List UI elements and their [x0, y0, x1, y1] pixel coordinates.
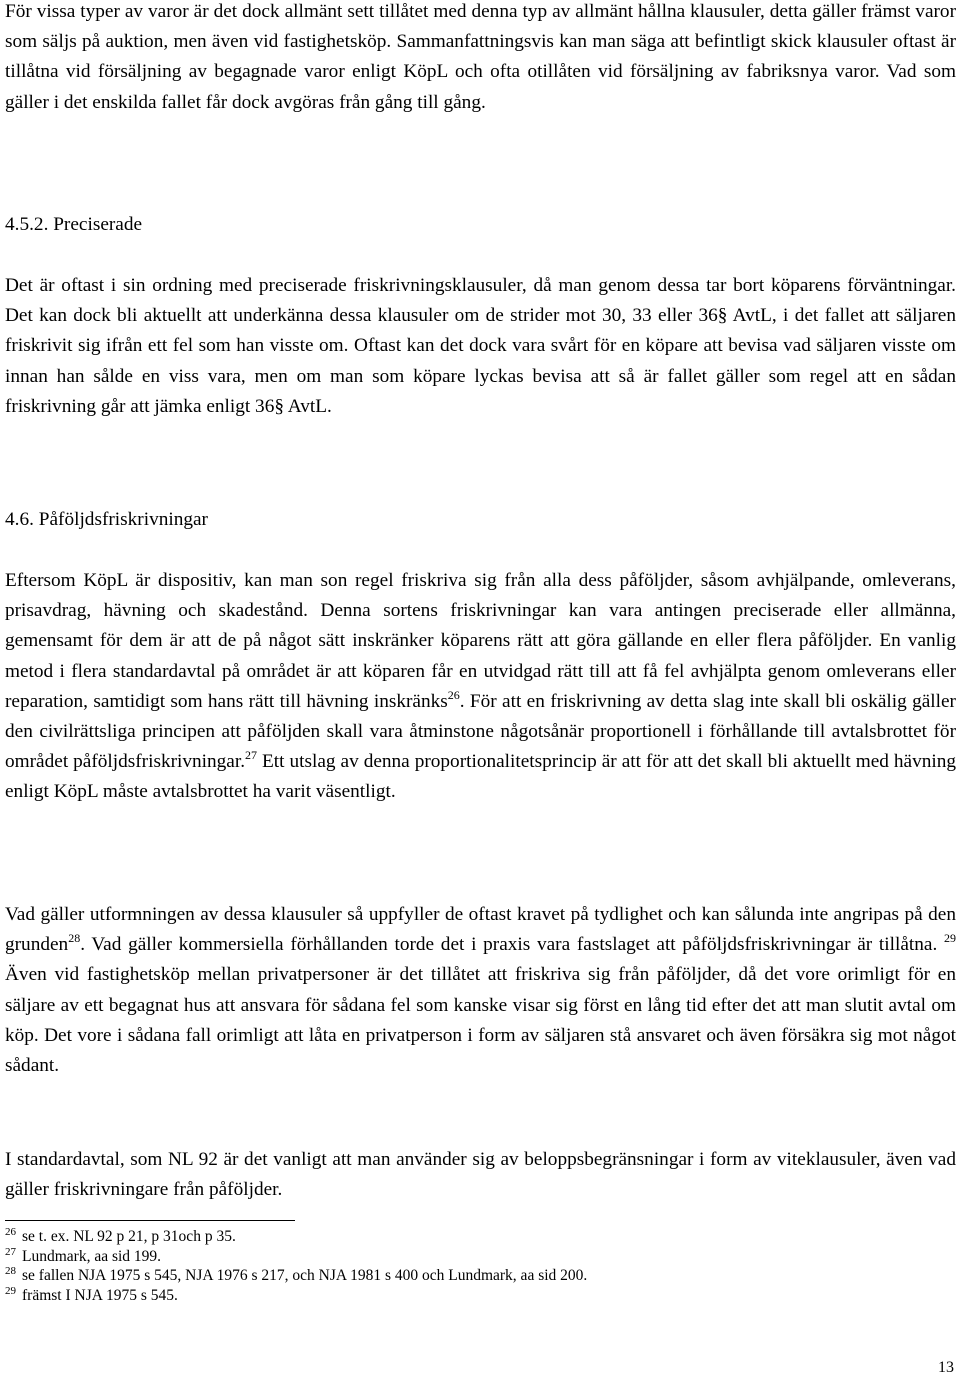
footnote-list [5, 1227, 945, 1305]
footnote-divider [5, 1220, 295, 1221]
paragraph-befintligt-skick: För vissa typer av varor är det dock allmänt sett tillåtet med denna typ av allmänt hållna klausuler, detta gäller främst varor som säljs på auktion, men även vid fastighetsköp. Sammanfattningsvis kan man säga att befintligt skick klausuler oftast är tillåtna vid försäljning av begagnade varor enligt KöpL och ofta otillåten vid försäljning av fabriksnya varor. Vad som gäller i det enskilda fallet får dock avgöras från gång till gång. [5, 1, 956, 113]
footnote-text: se fallen NJA 1975 s 545, NJA 1976 s 217, och NJA 1981 s 400 och Lundmark, aa sid 200. [22, 1267, 588, 1285]
paragraph-preciserade: Det är oftast i sin ordning med preciserade friskrivningsklausuler, då man genom dessa tar bort köparens förväntningar. Det kan dock bli aktuellt att underkänna dessa klausuler om de strider mot 30, 33 eller 36§ AvtL, i det fallet att säljaren friskrivit sig ifrån ett fel som han visste om. Oftast kan det dock vara svårt för en köpare att bevisa vad säljaren visste om innan han sålde en viss vara, men om man som köpare lyckas bevisa att så är fallet gäller som regel att en sådan friskrivning går att jämka enligt 36§ AvtL. [5, 275, 956, 417]
footnote-number: 26 [5, 1226, 16, 1238]
paragraph-utformning [5, 900, 956, 1081]
footnote-number: 29 [5, 1284, 16, 1297]
footnote-number: 27 [5, 1245, 16, 1258]
footnote-text: se t. ex. NL 92 p 21, p 31och p 35. [22, 1228, 236, 1245]
section-heading-pafoljdsfriskrivningar: 4.6. Påföljdsfriskrivningar [5, 509, 208, 530]
paragraph-pafoljder [5, 566, 956, 808]
footnote [5, 1247, 945, 1267]
paragraph-text: . För att en friskrivning av detta slag inte skall bli oskälig gäller den civilrättsliga principen att påföljden skall vara åtminstone någotsånär proportionell i förhållande till avtalsbrottet för området påföljdsfriskrivningar. [5, 690, 956, 773]
paragraph-text: . Vad gäller kommersiella förhållanden torde det i praxis vara fastslaget att påföljdsfriskrivningar är tillåtna. [80, 934, 944, 956]
footnote-number: 28 [5, 1265, 16, 1278]
footnote-reference[interactable]: 27 [245, 748, 258, 763]
page-number: 13 [938, 1359, 954, 1376]
footnote-reference[interactable]: 29 [944, 931, 956, 946]
paragraph-standardavtal: I standardavtal, som NL 92 är det vanligt att man använder sig av beloppsbegränsningar i form av viteklausuler, även vad gäller friskrivningare från påföljder. [5, 1149, 956, 1201]
paragraph-text: Vad gäller utformningen av dessa klausuler så uppfyller de oftast kravet på tydlighet och kan sålunda inte angripas på den grunden [5, 904, 956, 956]
footnote [5, 1286, 945, 1306]
footnote [5, 1227, 945, 1247]
footnote-text: främst I NJA 1975 s 545. [22, 1286, 178, 1304]
footnote-reference[interactable]: 28 [68, 931, 81, 946]
footnote [5, 1266, 945, 1286]
section-heading-preciserade: 4.5.2. Preciserade [5, 214, 143, 235]
footnote-text: Lundmark, aa sid 199. [22, 1247, 162, 1265]
footnote-reference[interactable]: 26 [447, 687, 460, 702]
paragraph-text: Även vid fastighetsköp mellan privatpersoner är det tillåtet att friskriva sig från påföljder, då det vore orimligt för en säljare av ett begagnat hus att ansvara för sådana fel som kanske visar sig först en lång tid efter det att man slutit avtal om köp. Det vore i sådana fall orimligt att låta en privatperson i form av säljaren stå ansvaret och även försäkra sig mot något sådant. [5, 964, 956, 1077]
paragraph-text: Ett utslag av denna proportionalitetsprincip är att för att det skall bli aktuellt med hävning enligt KöpL måste avtalsbrottet ha varit väsentligt. [5, 751, 956, 803]
paragraph-text: Eftersom KöpL är dispositiv, kan man son regel friskriva sig från alla dess påföljder, såsom avhjälpande, omleverans, prisavdrag, hävning och skadestånd. Denna sortens friskrivningar kan vara antingen preciserade eller allmänna, gemensamt för dem är att de på något sätt inskränker köparens rätt att göra gällande en eller flera påföljder. En vanlig metod i flera standardavtal på området är att köparen får en utvidgad rätt till att få fel avhjälpta genom omleverans eller reparation, samtidigt som hans rätt till hävning inskränks [5, 570, 956, 712]
